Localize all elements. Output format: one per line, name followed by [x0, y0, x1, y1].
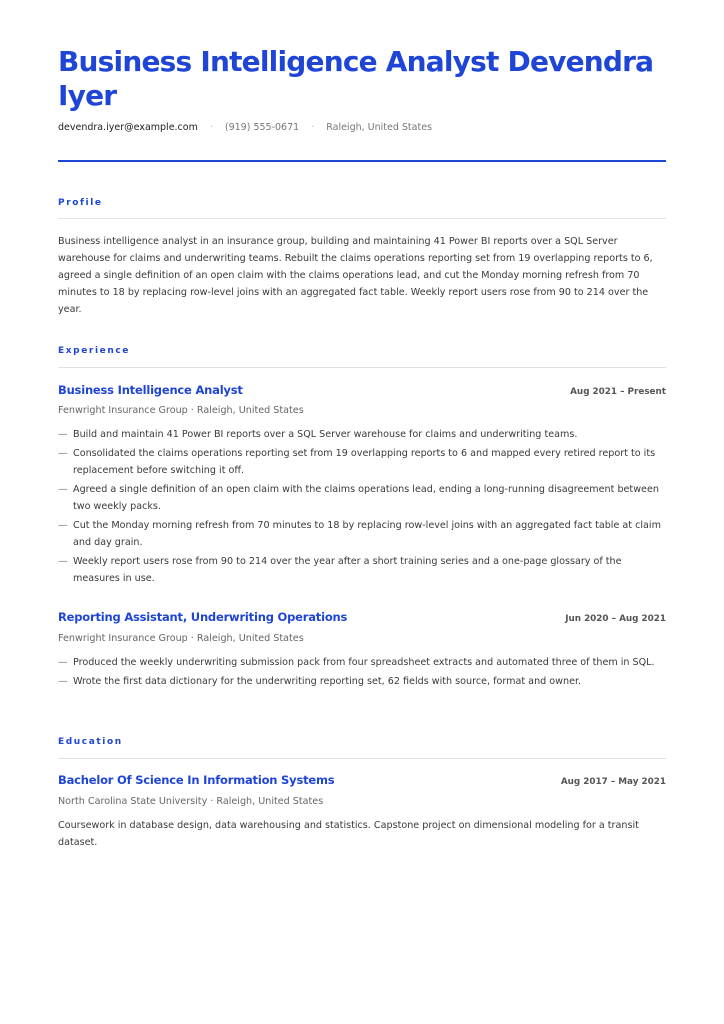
section-divider — [58, 218, 666, 219]
bullet-text: Cut the Monday morning refresh from 70 minutes to 18 by replacing row-level joins with an aggregated fact table at claim and day grain. — [73, 520, 661, 548]
list-item — [58, 481, 666, 515]
section-divider — [58, 758, 666, 759]
section-title-profile: Profile — [58, 198, 103, 208]
education-dates: Aug 2017 – May 2021 — [560, 777, 666, 787]
phone-number: (919) 555-0671 — [224, 122, 300, 133]
job-organization: Fenwright Insurance Group · Raleigh, United States — [58, 405, 304, 416]
job-dates: Aug 2021 – Present — [570, 387, 666, 397]
bullet-dash: — — [58, 657, 68, 668]
list-item — [58, 553, 666, 587]
section-divider — [58, 367, 666, 368]
list-item — [58, 517, 666, 551]
bullet-dash: — — [58, 676, 68, 687]
bullet-text: Agreed a single definition of an open claim with the claims operations lead, ending a long-running disagreement between two weekly packs. — [73, 484, 659, 512]
bullet-dash: — — [58, 520, 68, 531]
job-title: Reporting Assistant, Underwriting Operations — [58, 610, 348, 624]
contact-separator: · — [311, 122, 315, 133]
candidate-name: Business Intelligence Analyst Devendra Iyer — [58, 45, 654, 112]
location: Raleigh, United States — [326, 122, 432, 133]
bullet-text: Wrote the first data dictionary for the underwriting reporting set, 62 fields with source, format and owner. — [73, 676, 582, 687]
degree-title: Bachelor Of Science In Information Systems — [58, 773, 335, 787]
contact-line — [58, 122, 432, 133]
bullet-dash: — — [58, 556, 68, 567]
email-link[interactable]: devendra.iyer@example.com — [58, 122, 198, 133]
bullet-text: Produced the weekly underwriting submission pack from four spreadsheet extracts and automated three of them in SQL. — [73, 657, 655, 668]
section-title-experience: Experience — [58, 346, 130, 356]
list-item — [58, 673, 666, 690]
job-dates: Jun 2020 – Aug 2021 — [565, 614, 666, 624]
job-title: Business Intelligence Analyst — [58, 383, 243, 397]
header-divider — [58, 160, 666, 162]
profile-summary: Business intelligence analyst in an insurance group, building and maintaining 41 Power BI reports over a SQL Server warehouse for claims and underwriting teams. Rebuilt the claims operations reporting set from 19 overlapping reports to 6, agreed a single definition of an open claim with the claims operations lead, and cut the Monday morning refresh from 70 minutes to 18 by replacing row-level joins with an aggregated fact table. Weekly report users rose from 90 to 214 over the year. — [58, 236, 653, 315]
contact-separator: · — [209, 122, 213, 133]
bullet-text: Consolidated the claims operations reporting set from 19 overlapping reports to 6 and mapped every retired report to its replacement before switching it off. — [73, 448, 656, 476]
bullet-dash: — — [58, 448, 68, 459]
bullet-text: Build and maintain 41 Power BI reports over a SQL Server warehouse for claims and underwriting teams. — [73, 429, 578, 440]
job-bullet-list — [58, 654, 666, 692]
bullet-dash: — — [58, 484, 68, 495]
list-item — [58, 654, 666, 671]
list-item — [58, 445, 666, 479]
bullet-dash: — — [58, 429, 68, 440]
bullet-text: Weekly report users rose from 90 to 214 over the year after a short training series and a one-page glossary of the measures in use. — [73, 556, 622, 584]
education-description: Coursework in database design, data warehousing and statistics. Capstone project on dimensional modeling for a transit dataset. — [58, 820, 639, 848]
section-title-education: Education — [58, 737, 123, 747]
school-name: North Carolina State University · Raleigh, United States — [58, 796, 324, 807]
list-item — [58, 426, 666, 443]
job-bullet-list — [58, 426, 666, 589]
job-organization: Fenwright Insurance Group · Raleigh, United States — [58, 633, 304, 644]
